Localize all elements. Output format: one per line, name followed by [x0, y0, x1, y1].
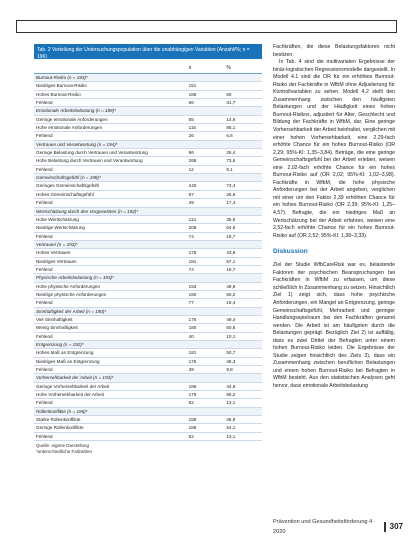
row-n	[189, 241, 227, 248]
row-label: Hohes Vertrauen	[36, 250, 71, 256]
row-label: Starke Rollenkonflikte	[36, 417, 81, 423]
row-label: Geringe Vorhersehbarkeit der Arbeit	[36, 383, 110, 389]
row-percent	[226, 82, 262, 89]
row-n: 181	[188, 258, 197, 264]
row-n: 114	[188, 216, 196, 222]
row-percent: 85,1	[226, 125, 236, 131]
table-row	[34, 416, 262, 424]
row-label: Niedrige Wertschätzung	[36, 225, 85, 231]
page-number: 307	[389, 522, 403, 531]
row-label: Fehlend	[36, 166, 53, 172]
row-n: 186	[188, 425, 197, 431]
table-section-row	[34, 374, 262, 382]
row-percent: 49,8	[226, 283, 236, 289]
row-n: 55	[188, 116, 194, 122]
table-row	[34, 233, 262, 241]
row-label: Hohe Wertschätzung	[36, 216, 79, 222]
row-n: 185	[188, 383, 197, 389]
row-percent: 18,7	[226, 266, 236, 272]
row-label: Fehlend	[36, 266, 53, 272]
data-table	[34, 44, 262, 455]
row-percent: 45,9	[226, 417, 236, 423]
row-percent: 73,4	[226, 183, 236, 189]
table-row	[34, 99, 262, 107]
journal-name: Prävention und Gesundheitsförderung 4 · 2020	[273, 519, 376, 535]
table-section-row	[34, 408, 262, 416]
row-percent	[226, 107, 262, 114]
row-n: 240	[188, 183, 197, 189]
row-n	[189, 408, 227, 415]
paragraph-1: Fachkräften, die diese Belastungsfaktoren nicht besitzen.	[273, 44, 395, 58]
row-label: Burnout-Risiko (n = 193)*	[36, 75, 88, 80]
table-row	[34, 366, 262, 374]
table-footnote: Quelle: eigene Darstellung *unterschiedliche Fallzahlen	[36, 443, 93, 455]
row-n: 66	[188, 100, 194, 106]
row-n: 268	[188, 158, 197, 164]
table-row	[34, 433, 262, 441]
table-row	[34, 316, 262, 324]
row-n: 74	[188, 266, 194, 272]
table-row	[34, 199, 262, 207]
row-percent: 64,6	[226, 225, 236, 231]
table-row	[34, 166, 262, 174]
row-percent: 50,2	[226, 291, 236, 297]
table-section-row	[34, 174, 262, 182]
row-n: 181	[188, 350, 197, 356]
row-label: Sinnhaftigkeit der Arbeit (n = 190)*	[36, 308, 107, 314]
row-label: Physische Arbeitsbelastung (n = 193)*	[36, 275, 114, 281]
row-percent: 26,4	[226, 150, 236, 156]
row-label: Hohes Burnout-Risiko	[36, 91, 81, 97]
row-label: Gemeinschaftsgefühl (n = 198)*	[36, 175, 101, 181]
row-n	[189, 374, 227, 381]
table-row	[34, 249, 262, 257]
row-percent	[226, 308, 262, 315]
table-row	[34, 182, 262, 190]
table-row	[34, 116, 262, 124]
column-n: n	[188, 65, 192, 71]
row-percent	[226, 141, 262, 148]
row-label: Fehlend	[36, 133, 53, 139]
row-percent: 57,1	[226, 258, 236, 264]
section-heading: Diskussion	[273, 248, 308, 256]
row-percent: 6,6	[226, 133, 233, 139]
row-label: Niedriges Maß an Entgrenzung	[36, 358, 100, 364]
row-percent: 26,6	[226, 191, 236, 197]
table-column-header	[34, 64, 262, 74]
row-n: 40	[188, 333, 194, 339]
row-percent: 43,9	[226, 250, 236, 256]
row-label: Fehlend	[36, 233, 53, 239]
row-n: 115	[188, 125, 196, 131]
row-percent: 54,1	[226, 425, 236, 431]
row-n	[189, 208, 227, 215]
row-label: Geringe emotionale Anforderungen	[36, 116, 108, 122]
page-footer	[273, 519, 403, 535]
row-label: Fehlend	[36, 300, 53, 306]
row-percent: 50,6	[226, 325, 236, 331]
row-n	[189, 107, 227, 114]
row-percent: 49,3	[226, 358, 236, 364]
paragraph-3: Ziel der Studie WfbCareRisk war es, belastende Faktoren der psychischen Beanspruchungen bei Fachkräften in WfbM zu erfassen, um diese schließlich in Zusammenhang zu setzen. Hinsichtlich Ziel 1) zeigt sich, dass hohe psychische Anforderungen, ein Mangel an Entgrenzung, geringe Gemeinschaftsgefühl, Mehrarbeit und geringer Handlungsspielraum bei den Fachkräften genannt werden. Die Arbeit ist am häufigsten durch die Belastungen geprägt. Bezüglich Ziel 2) ist auffällig, dass es zwei Drittel der Befragten unter einem hohen Burnout-Risiko leiden. Die Ergebnisse der Studie zeigen hinsichtlich des Ziels 3), dass ein Zusammenhang zwischen beruflichen Belastungen und einem hohen Burnout-Risiko bei Befragten in WfbM besteht. Aus den statistischen Analysen geht hervor, dass emotionale Arbeitsbelastung	[273, 262, 395, 389]
row-n	[189, 274, 227, 281]
top-header-box	[16, 20, 397, 33]
column-percent: %	[226, 65, 231, 71]
table-row	[34, 383, 262, 391]
row-percent: 50,7	[226, 350, 236, 356]
row-percent	[226, 74, 262, 81]
row-label: Vorhersehbarkeit der Arbeit (n = 193)*	[36, 375, 114, 381]
table-row	[34, 82, 262, 90]
row-label: Hohe Vorhersehbarkeit der Arbeit	[36, 392, 104, 398]
row-label: Hohes Gemeinschaftsgefühl	[36, 191, 94, 197]
row-label: Fehlend	[36, 433, 53, 439]
table-row	[34, 191, 262, 199]
table-section-row	[34, 107, 262, 115]
table-section-row	[34, 308, 262, 316]
row-n: 176	[188, 358, 197, 364]
table-row	[34, 299, 262, 307]
row-percent	[226, 274, 262, 281]
table-section-row	[34, 74, 262, 82]
row-percent: 8,1	[226, 166, 233, 172]
row-label: Fehlend	[36, 100, 53, 106]
row-n: 12	[188, 166, 194, 172]
table-row	[34, 224, 262, 232]
row-label: Entgrenzung (n = 192)*	[36, 342, 84, 347]
row-percent: 17,4	[226, 200, 236, 206]
table-row	[34, 399, 262, 407]
row-n: 26	[188, 133, 194, 139]
row-n: 49	[188, 200, 194, 206]
body-text-column	[273, 44, 395, 391]
row-percent: 44,8	[226, 383, 236, 389]
row-percent: 31,7	[226, 100, 236, 106]
row-label: Geringe Belastung durch Vertrauen und Verantwortung	[36, 150, 148, 156]
row-label: Hohe emotionale Anforderungen	[36, 125, 103, 131]
row-n: 74	[188, 233, 194, 239]
row-label: Emotionale Arbeitsbelastung (n = 189)*	[36, 108, 116, 114]
row-label: Niedriges Burnout-Risiko	[36, 83, 87, 89]
row-n: 180	[188, 325, 197, 331]
row-n: 87	[188, 191, 194, 197]
footer-separator	[384, 522, 385, 532]
row-percent: 13,1	[226, 400, 236, 406]
row-n: 77	[188, 300, 194, 306]
row-label: Vertrauen (n = 193)*	[36, 241, 78, 247]
table-row	[34, 358, 262, 366]
row-n: 153	[188, 283, 197, 289]
row-percent	[226, 374, 262, 381]
row-label: Fehlend	[36, 400, 53, 406]
table-row	[34, 291, 262, 299]
row-n	[189, 174, 227, 181]
table-section-row	[34, 274, 262, 282]
row-percent: 13,1	[226, 433, 236, 439]
row-label: Geringe Rollenkonflikte	[36, 425, 84, 431]
row-n: 186	[188, 91, 197, 97]
table-caption: Tab. 2 Verteilung der Untersuchungspopulation über die unabhängigen Variablen (Anzahl/%; n = 196)	[34, 44, 262, 59]
table-section-row	[34, 341, 262, 349]
row-n	[189, 141, 227, 148]
table-row	[34, 266, 262, 274]
row-percent: 60	[226, 91, 232, 97]
row-n: 52	[188, 400, 194, 406]
row-n: 178	[188, 250, 197, 256]
row-label: Wertschätzung durch den Vorgesetzten (n = 192)*	[36, 208, 139, 214]
table-section-row	[34, 208, 262, 216]
paragraph-2: In Tab. 4 sind die multivariaten Ergebnisse der binär-logistischen Regressionsmodelle dargestellt. In Modell 4.1 sind die OR für ein erhöhtes Burnout-Risiko der Fachkräfte in WfbM ohne Adjustierung für Kontrollvariablen zu sehen. Modell 4.2 stellt den Zusammenhang zwischen den häufigsten Belastungen und der Häufigkeit eines hohen Burnout-Risikos, adjustiert für Alter, Geschlecht und Bildung der Fachkräfte in WfbM, dar. Eine geringe Vorhersehbarkeit der Arbeit beinhaltet, verglichen mit einer hohen Vorhersehbarkeit, eine 2,29-fach erhöhte Chance für ein hohes Burnout-Risiko (OR 2,29; 95%-KI: 1,35–3,84). Beträge, die eine geringe Gemeinschaftsgefühl bei der Arbeit erleben, weisen eine 2,02-fach erhöhte Chance für ein hohes Burnout-Risiko auf (OR 2,02; 95%-KI: 1,02–3,98). Fachkräfte in WfbM, die hohe physische Anforderungen bei der Arbeit angeben, verglichen mit einer um den Faktor 2,39 erhöhten Chance für ein hohes Burnout-Risiko (OR 2,39; 95%-KI: 1,25–4,57). Befragte, die ein niedriges Maß an Wertschätzung bei der Arbeit erfahren, weisen eine 2,52-fach erhöhte Chance für ein hohes Burnout-Risiko auf (OR 2,52; 95%-KI: 1,38–3,33).	[273, 59, 395, 239]
row-n	[189, 308, 227, 315]
row-label: Fehlend	[36, 367, 53, 373]
table-row	[34, 333, 262, 341]
row-percent	[226, 208, 262, 215]
table-row	[34, 216, 262, 224]
row-label: Hohe physische Anforderungen	[36, 283, 101, 289]
column-label-empty	[34, 64, 189, 73]
row-percent: 73,6	[226, 158, 236, 164]
table-section-row	[34, 141, 262, 149]
table-row	[34, 258, 262, 266]
table-section-row	[34, 241, 262, 249]
table-body	[34, 74, 262, 441]
row-percent: 55,2	[226, 392, 236, 398]
row-percent: 19,4	[226, 300, 236, 306]
row-percent: 10,1	[226, 333, 236, 339]
table-row	[34, 349, 262, 357]
row-label: Viel Sinnhaftigkeit	[36, 316, 73, 322]
table-row	[34, 424, 262, 432]
row-label: Niedrige physische Anforderungen	[36, 291, 107, 297]
row-n: 52	[188, 433, 194, 439]
row-percent	[226, 174, 262, 181]
row-n: 96	[188, 150, 194, 156]
row-label: Vertrauen und Verantwortung (n = 194)*	[36, 141, 118, 147]
row-n: 158	[188, 417, 197, 423]
table-row	[34, 157, 262, 165]
row-label: Hohe Belastung durch Vertrauen und Verantwortung	[36, 158, 143, 164]
row-percent	[226, 408, 262, 415]
row-label: Fehlend	[36, 333, 53, 339]
table-row	[34, 132, 262, 140]
row-label: Hohes Maß an Entgrenzung	[36, 350, 94, 356]
table-row	[34, 149, 262, 157]
row-n: 208	[188, 225, 197, 231]
table-row	[34, 324, 262, 332]
row-percent: 18,7	[226, 233, 236, 239]
row-percent: 35,6	[226, 216, 236, 222]
row-n: 176	[188, 316, 197, 322]
table-row	[34, 283, 262, 291]
row-label: Niedriges Vertrauen	[36, 258, 77, 264]
table-row	[34, 91, 262, 99]
row-label: Fehlend	[36, 200, 53, 206]
row-label: Geringes Gemeinschaftsgefühl	[36, 183, 100, 189]
row-percent: 14,9	[226, 116, 236, 122]
row-n	[189, 74, 227, 81]
table-row	[34, 391, 262, 399]
table-row	[34, 124, 262, 132]
row-percent	[226, 341, 262, 348]
row-label: Rollenkonflikte (n = 196)*	[36, 408, 88, 414]
row-n: 160	[188, 291, 197, 297]
row-percent	[226, 241, 262, 248]
row-n: 151	[188, 83, 197, 89]
row-percent: 49,4	[226, 316, 236, 322]
row-n: 179	[188, 392, 197, 398]
row-label: Wenig Sinnhaftigkeit	[36, 325, 78, 331]
row-percent: 9,8	[226, 367, 233, 373]
row-n: 39	[188, 367, 194, 373]
row-n	[189, 341, 227, 348]
